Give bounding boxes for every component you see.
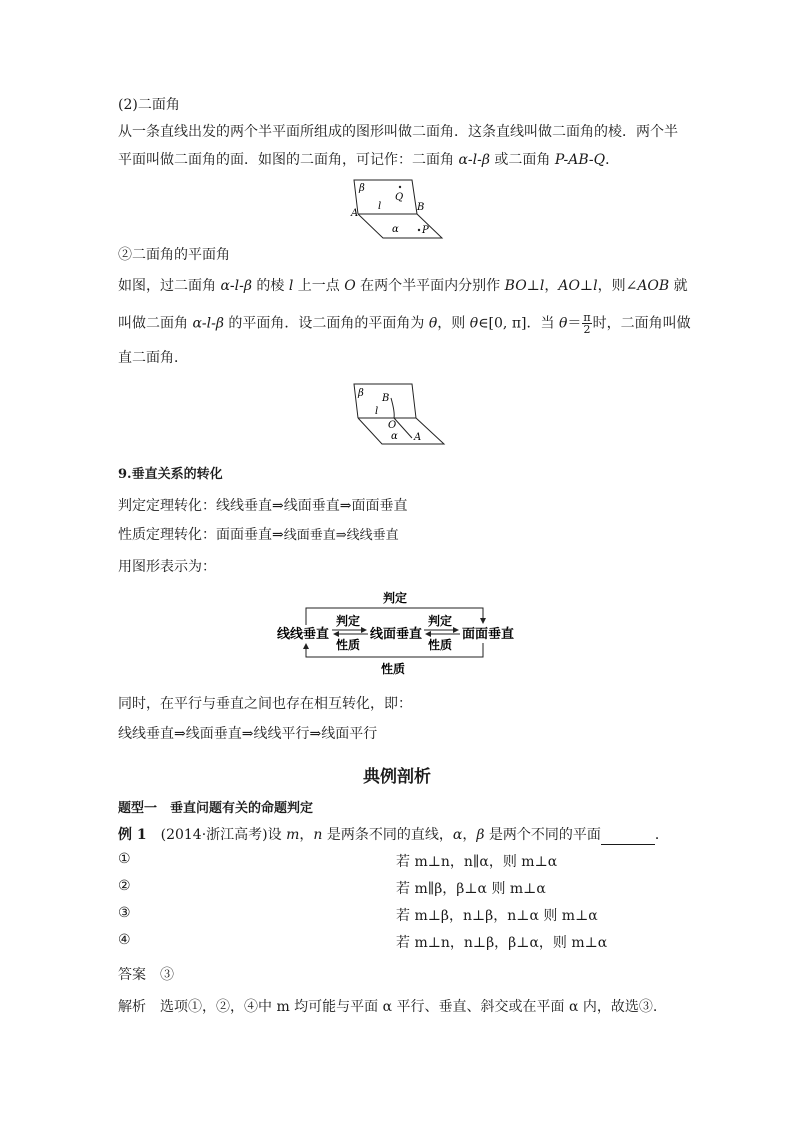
example-question: 例 1 (2014·浙江高考)设 m，n 是两条不同的直线，α，β 是两个不同的平面 ．	[118, 827, 669, 843]
option-text: 若 m⊥β，n⊥β，n⊥α 则 m⊥α	[396, 908, 598, 924]
option-label: ③	[118, 905, 131, 921]
section-title: 9.垂直关系的转化	[118, 467, 223, 482]
figure-label: Q	[395, 192, 404, 203]
paragraph-line: 线线垂直⇒线面垂直⇒线线平行⇒线面平行	[118, 726, 378, 742]
figure-label: O	[388, 420, 397, 431]
analysis-line	[118, 997, 657, 1017]
figure-label: A	[351, 208, 359, 219]
paragraph-line: 直二面角．	[118, 350, 188, 366]
dihedral-angle-figure	[345, 176, 445, 242]
figure-label: α	[391, 431, 398, 442]
option-label: ①	[118, 851, 131, 867]
analysis-label: 解析	[118, 999, 146, 1015]
option-text: 若 m⊥n，n⊥β，β⊥α，则 m⊥α	[396, 935, 608, 951]
diagram-top-label: 判定	[383, 591, 408, 605]
question-type-title: 题型一 垂直问题有关的命题判定	[118, 801, 314, 816]
figure-label: β	[359, 183, 365, 194]
fraction-pi-over-2: $\frac{\pi}{2}$	[583, 311, 591, 336]
paragraph-line: 判定定理转化：线线垂直⇒线面垂直⇒面面垂直	[118, 498, 408, 514]
paragraph-line: 用图形表示为：	[118, 559, 216, 575]
figure-label: α	[392, 224, 399, 235]
section-heading: 典例剖析	[363, 767, 431, 787]
answer-line	[118, 965, 174, 985]
option-label: ④	[118, 932, 131, 948]
figure-label: β	[358, 388, 364, 399]
figure-label: B	[417, 202, 425, 213]
paragraph-line: 平面叫做二面角的面．如图的二面角，可记作：二面角 α-l-β 或二面角 P-AB-Q．	[118, 152, 620, 168]
figure-label: A	[414, 432, 422, 443]
diagram-arrow1-top: 判定	[336, 614, 361, 628]
diagram-arrow2-top: 判定	[428, 614, 453, 628]
answer-label: 答案	[118, 967, 146, 983]
analysis-text: 选项①，②，④中 m 均可能与平面 α 平行、垂直、斜交或在平面 α 内，故选③.	[160, 999, 658, 1015]
diagram-arrow2-bottom: 性质	[428, 638, 453, 652]
option-label: ②	[118, 878, 131, 894]
perpendicular-conversion-diagram	[272, 587, 522, 679]
answer-blank	[601, 830, 655, 845]
paragraph-line: 如图，过二面角 α-l-β 的棱 l 上一点 O 在两个半平面内分别作 BO⊥l，AO⊥l，则∠AOB 就	[118, 278, 688, 294]
option-text: 若 m⊥n，n∥α，则 m⊥α	[396, 854, 558, 870]
subsection-title: ②二面角的平面角	[118, 247, 230, 263]
plane-angle-figure	[348, 382, 448, 448]
option-text: 若 m∥β，β⊥α 则 m⊥α	[396, 881, 546, 897]
paragraph-line: 从一条直线出发的两个半平面所组成的图形叫做二面角．这条直线叫做二面角的棱．两个半	[118, 124, 678, 140]
figure-label: P	[422, 225, 429, 236]
diagram-right-node: 面面垂直	[462, 627, 515, 642]
paragraph-line: 同时，在平行与垂直之间也存在相互转化，即：	[118, 696, 412, 712]
figure-label: l	[375, 406, 379, 417]
diagram-mid-node: 线面垂直	[370, 627, 423, 642]
diagram-arrow1-bottom: 性质	[336, 638, 361, 652]
diagram-left-node: 线线垂直	[277, 627, 330, 642]
diagram-bottom-label: 性质	[381, 662, 406, 676]
section-title: (2)二面角	[118, 97, 180, 113]
figure-label: l	[378, 201, 382, 212]
figure-label: B	[382, 393, 390, 404]
paragraph-line: 叫做二面角 α-l-β 的平面角．设二面角的平面角为 θ，则 θ∈[0, π]．当 θ＝ $\frac{\pi}{2}$ 时，二面角叫做	[118, 311, 691, 336]
paragraph-line: 性质定理转化：面面垂直⇒线面垂直⇒线线垂直	[118, 527, 399, 543]
answer-value: ③	[160, 967, 174, 983]
